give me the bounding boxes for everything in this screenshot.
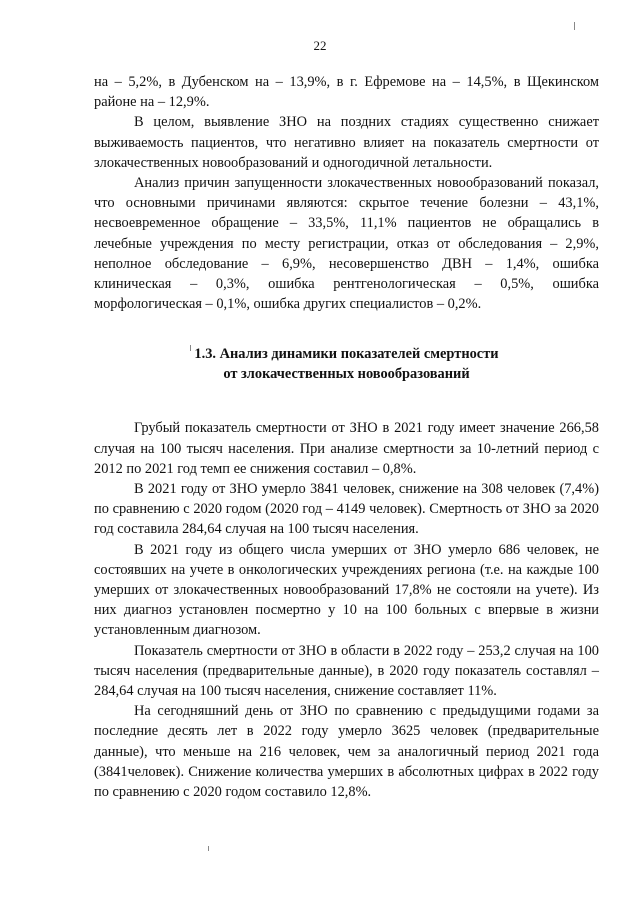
section-heading <box>94 344 599 384</box>
scan-mark <box>190 345 191 351</box>
document-body <box>94 72 599 802</box>
intro-paragraph-late-detection: В целом, выявление ЗНО на поздних стадиях существенно снижает выживаемость пациентов, что негативно влияет на показатель смертности от злокачественных новообразований и одногодичной летальности. <box>94 114 599 171</box>
intro-paragraph-continuation: на – 5,2%, в Дубенском на – 13,9%, в г. Ефремове на – 14,5%, в Щекинском районе на – 12,9%. <box>94 74 599 111</box>
section-heading-line-1: 1.3. Анализ динамики показателей смертности <box>194 346 499 363</box>
intro-paragraph-causes: Анализ причин запущенности злокачественных новообразований показал, что основными причинами являются: скрытое течение болезни – 43,1%, несвоевременное обращение – 33,5%, 11,1% пациентов не обращались в лечебные учреждения по месту регистрации, отказ от обследования – 2,9%, неполное обследование – 6,9%, несовершенство ДВН – 1,4%, ошибка клиническая – 0,3%, ошибка рентгенологическая – 0,5%, ошибка морфологическая – 0,1%, ошибка других специалистов – 0,2%. <box>94 175 599 313</box>
paragraph-deaths-2021: В 2021 году от ЗНО умерло 3841 человек, снижение на 308 человек (7,4%) по сравнению с 2020 годом (2020 год – 4149 человек). Смертность от ЗНО за 2020 год составила 284,64 случая на 100 тысяч населения. <box>94 481 599 538</box>
scan-mark <box>574 22 575 30</box>
paragraph-not-registered: В 2021 году из общего числа умерших от ЗНО умерло 686 человек, не состоявших на учете в онкологических учреждениях региона (т.е. на каждые 100 умерших от злокачественных новообразований 17,8% не состояли на учете). Из них диагноз установлен посмертно у 10 на 100 больных с впервые в жизни установленным диагнозом. <box>94 541 599 639</box>
paragraph-crude-mortality: Грубый показатель смертности от ЗНО в 2021 году имеет значение 266,58 случая на 100 тысяч населения. При анализе смертности за 10-летний период с 2012 по 2021 год темп ее снижения составил – 0,8%. <box>94 420 599 477</box>
section-heading-line-2: от злокачественных новообразований <box>223 366 470 383</box>
scan-mark <box>208 846 209 851</box>
page-number: 22 <box>313 38 327 53</box>
paragraph-decade-comparison: На сегодняшний день от ЗНО по сравнению с предыдущими годами за последние десять лет в 2022 году умерло 3625 человек (предварительные данные), что меньше на 216 человек, чем за аналогичный период 2021 года (3841человек). Снижение количества умерших в абсолютных цифрах в 2022 году по сравнению с 2020 годом составило 12,8%. <box>94 703 599 801</box>
paragraph-mortality-2022: Показатель смертности от ЗНО в области в 2022 году – 253,2 случая на 100 тысяч населения (предварительные данные), в 2020 году показатель составлял – 284,64 случая на 100 тысяч населения, снижение составляет 11%. <box>94 642 599 700</box>
